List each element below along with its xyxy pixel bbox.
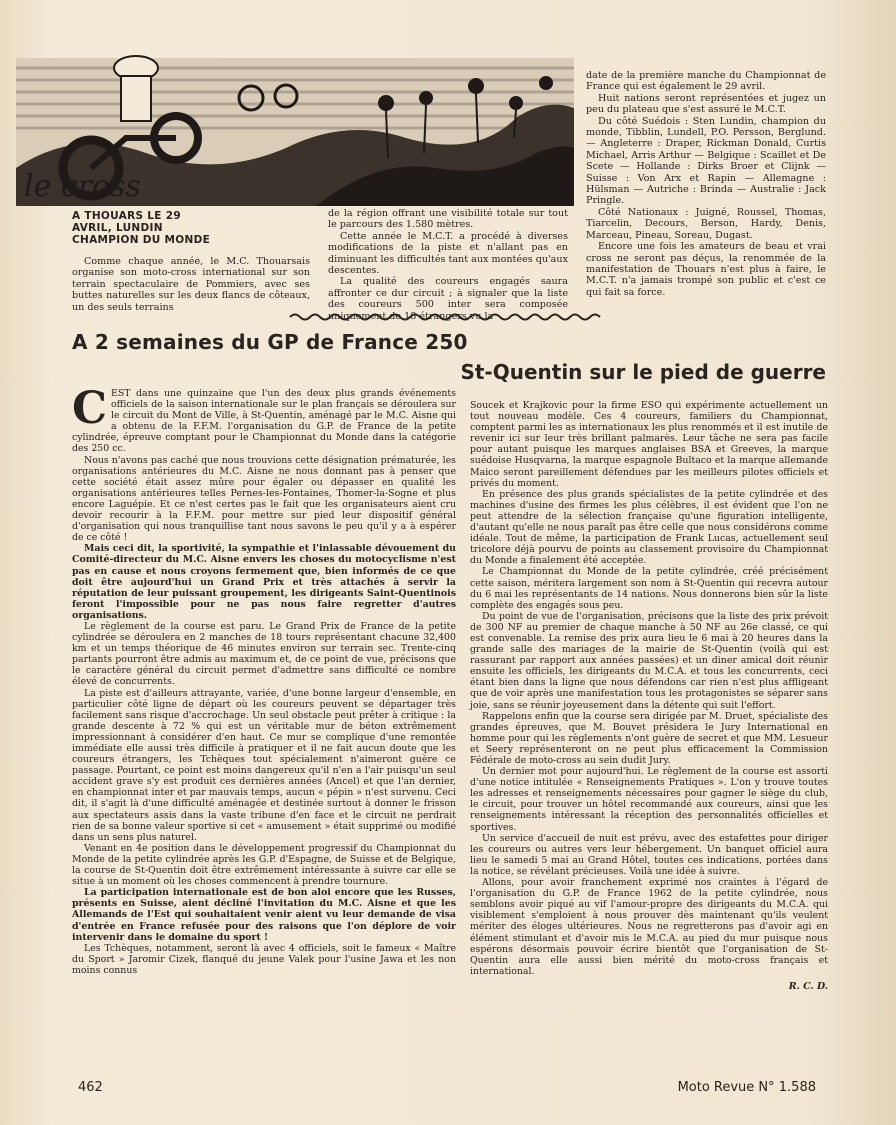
paragraph: Du point de vue de l'organisation, précisons que la liste des prix prévoit de 300 NF au premier de chaque manche à 50 NF au 26e classé, ce qui est convenable. La remise des prix aura lieu le 6 mai à 20 heures dans la grande salle des mariages de la mairie de St-Quentin (voilà qui est rassurant par rapport aux années passées) et un diner amical doit réunir ensuite les officiels, les dirigeants du M.C.A. et tous les concurrents, ceci étant bien dans la ligne que nous défendons car rien n'est plus affligeant que de voir après une manifestation tous les protagonistes se séparer sans joie, sans se réunir joyeusement dans la détente qui suit l'effort. [470, 610, 828, 711]
paragraph: Cette année le M.C.T. a procédé à diverses modifications de la piste et n'allant pas en diminuant les difficultés tant aux montées qu'aux descentes. [328, 230, 568, 277]
paragraph: Du côté Suédois : Sten Lundin, champion du monde, Tibblin, Lundell, P.O. Persson, Berglund. — Angleterre : Draper, Rickman Donald, Curtis Michael, Arris Arthur — Belgique : Scaillet et De Scete — Hollande : Dirks Broer et Clijnk — Suisse : Von Arx et Rapin — Allemagne : Hülsman — Autriche : Brinda — Australie : Jack Pringle. [586, 115, 826, 207]
illustration-lettering: le cross [24, 169, 141, 204]
paragraph: Rappelons enfin que la course sera dirigée par M. Druet, spécialiste des grandes épreuves, que M. Bouvet présidera le Jury International en homme pour qui les règlements n'ont guère de secret et que MM. Lesueur et Seery représenteront on ne peut plus efficacement la Commission Fédérale de moto-cross au sein dudit Jury. [470, 710, 828, 766]
paragraph: Huit nations seront représentées et jugez un peu du plateau que s'est assuré le M.C.T. [586, 92, 826, 116]
top-col-3 [586, 70, 826, 310]
page-number: 462 [78, 1080, 103, 1095]
main-col-right [470, 400, 828, 1068]
paragraph: Venant en 4e position dans le développement progressif du Championnat du Monde de la petite cylindrée après les G.P. d'Espagne, de Suisse et de Belgique, la course de St-Quentin doit être extrêmement intéressante à suivre car elle se situe à un moment où les choses commencent à prendre tournure. [72, 842, 456, 888]
paragraph: Soucek et Krajkovic pour la firme ESO qui expérimente actuellement un tout nouveau modèle. Ces 4 coureurs, familiers du Championnat, comptent parmi les as internationaux les plus renommés et il est inutile de revenir ici sur leur très brillant palmarès. Leur tâche ne sera pas facile pour autant puisque les marques anglaises BSA et Greeves, la marque suédoise Husqvarna, la marque espagnole Bultaco et la marque allemande Maico seront pareillement défendues par les meilleurs pilotes officiels et privés du moment. [470, 400, 828, 489]
paragraph: Le règlement de la course est paru. Le Grand Prix de France de la petite cylindrée se déroulera en 2 manches de 18 tours représentant chacune 32,400 km et un temps théorique de 46 minutes environ sur terrain sec. Trente-cinq partants pourront être admis au maximum et, de ce point de vue, précisons que le caractère général du circuit permet d'admettre sans difficulté ce nombre élevé de concurrents. [72, 620, 456, 688]
top-article-kicker: A THOUARS LE 29 AVRIL, LUNDIN CHAMPION DU MONDE [72, 210, 211, 246]
lead-paragraph: CEST dans une quinzaine que l'un des deux plus grands événements officiels de la saison internationale sur le plan français se déroulera sur le circuit du Mont de Ville, à St-Quentin, aménagé par le M.C. Aisne qui a obtenu de la F.F.M. l'organisation du G.P. de France de la petite cylindrée, épreuve comptant pour le Championnat du Monde dans la catégorie des 250 cc. [72, 383, 456, 455]
paragraph: La piste est d'ailleurs attrayante, variée, d'une bonne largeur d'ensemble, en particulier côté ligne de départ où les coureurs peuvent se départager très facilement sans risque d'accrochage. Un seul obstacle peut prêter à critique : la grande descente à 72 % qui est un véritable mur de béton extrêmement impressionnant à considérer d'en haut. Ce mur se complique d'une remontée immédiate elle aussi très difficile à pratiquer et il ne fait aucun doute que les coureurs étrangers, les Tchèques tout spécialement n'aimeront guère ce passage. Pourtant, ce point est moins dangereux qu'il n'en a l'air puisqu'un seul accident grave s'y est produit ces dernières années (Ancel) et que l'an dernier, en championnat inter et par mauvais temps, aucun « pépin » n'est survenu. Ceci dit, il s'agit là d'une difficulté aménagée et destinée surtout à donner le frisson aux spectateurs assis dans la vaste tribune d'en face et le circuit ne perdrait rien de sa bonne valeur sportive si cet « amusement » était supprimé ou modifié dans un sens plus naturel. [72, 687, 456, 843]
drop-cap: C [72, 383, 108, 434]
paragraph: Un dernier mot pour aujourd'hui. Le règlement de la course est assorti d'une notice intitulée « Renseignements Pratiques ». L'on y trouve toutes les adresses et renseignements nécessaires pour gagner le siège du club, le circuit, pour trouver un hôtel recommandé aux coureurs, ainsi que les renseignements intéressant la réception des personnalités officielles et sportives. [470, 766, 828, 833]
author-signature: R. C. D. [788, 980, 828, 992]
paragraph: Un service d'accueil de nuit est prévu, avec des estafettes pour diriger les coureurs ou autres vers leur hébergement. Un banquet officiel aura lieu le samedi 5 mai au Grand Hôtel, toutes ces indications, portées dans la notice, se révélant précieuses. Voilà une idée à suivre. [470, 832, 828, 877]
paragraph: Le Championnat du Monde de la petite cylindrée, créé précisément cette saison, méritera largement son nom à St-Quentin qui recevra autour du 6 mai les représentants de 14 nations. Nous donnerons bien sûr la liste complète des engagés sous peu. [470, 566, 828, 611]
main-col-left [72, 383, 456, 1068]
magazine-issue: Moto Revue N° 1.588 [677, 1080, 816, 1095]
paragraph: En présence des plus grands spécialistes de la petite cylindrée et des machines d'usine des firmes les plus célèbres, il est évident que l'on ne peut attendre de la sélection française qu'une figuration intelligente, d'autant qu'elle ne nous paraît pas être celle que nous considérons comme idéale. Tout de même, la participation de Frank Lucas, actuellement seul tricolore déjà pourvu de points au classement provisoire du Championnat du Monde a finalement été acceptée. [470, 488, 828, 567]
paragraph: Les Tchèques, notamment, seront là avec 4 officiels, soit le fameux « Maître du Sport » Jaromir Cizek, flanqué du jeune Valek pour l'usine Jawa et les non moins connus [72, 942, 456, 976]
top-col-1 [72, 256, 310, 312]
paragraph: Mais ceci dit, la sportivité, la sympathie et l'inlassable dévouement du Comité-directeur du M.C. Aisne envers les choses du motocyclisme n'est pas en cause et nous croyons fermement que, bien informés de ce que doit être aujourd'hui un Grand Prix et très attachés à servir la réputation de leur puissant groupement, les dirigeants Saint-Quentinois feront l'impossible pour ne pas nous faire regretter d'autres organisations. [72, 543, 456, 621]
paragraph: Comme chaque année, le M.C. Thouarsais organise son moto-cross international sur son terrain spectaculaire de Pommiers, avec ses buttes naturelles sur les deux flancs de côteaux, un des seuls terrains [72, 256, 310, 313]
paragraph: Nous n'avons pas caché que nous trouvions cette désignation prématurée, les organisations antérieures du M.C. Aisne ne nous donnant pas à penser que cette société était assez mûre pour égaler ou dépasser en qualité les organisations antérieures telles Pernes-les-Fontaines, Thomer-la-Sogne et plus encore Laguépie. Et ce n'est certes pas le fait que les organisateurs aient cru devoir recourir à la F.F.M. pour mettre sur pied leur dispositif général d'organisation qui nous tranquillise tant nous savons le peu qu'il y a à espérer de ce côté ! [72, 454, 456, 544]
paragraph: La participation internationale est de bon aloi encore que les Russes, présents en Suisse, aient décliné l'invitation du M.C. Aisne et que les Allemands de l'Est qui souhaitaient venir aient vu leur demande de visa d'entrée en France refusée pour des raisons que l'on déplore de voir intervenir dans le domaine du sport ! [72, 887, 456, 943]
paragraph: Côté Nationaux : Juigné, Roussel, Thomas, Tiarcelin, Decours, Berson, Hardy, Denis, Marceau, Pineau, Soreau, Dugast. [586, 206, 826, 241]
paragraph: La qualité des coureurs engagés saura affronter ce dur circuit ; à signaler que la liste des coureurs 500 inter sera composée uniquement de 18 étrangers vu la [328, 276, 568, 322]
paragraph: de la région offrant une visibilité totale sur tout le parcours des 1.580 mètres. [328, 208, 568, 231]
wavy-divider [290, 312, 600, 322]
main-subhead: St-Quentin sur le pied de guerre [460, 360, 826, 384]
paragraph: date de la première manche du Championnat de France qui est également le 29 avril. [586, 70, 826, 93]
paragraph: Allons, pour avoir franchement exprimé nos craintes à l'égard de l'organisation du G.P. de France 1962 de la petite cylindrée, nous semblons avoir piqué au vif l'amour-propre des dirigeants du M.C.A. qui visiblement s'emploient à nous prouver dès maintenant qu'ils veulent mériter des éloges ultérieures. Nous ne regretterons pas d'avoir agi en élément stimulant et d'avoir mis le M.C.A. au pied du mur puisque nous espérons désormais pouvoir écrire bientôt que l'organisation de St-Quentin aura elle aussi bien mérité du moto-cross français et international. [470, 877, 828, 977]
main-headline: A 2 semaines du GP de France 250 [72, 330, 468, 354]
paragraph: Encore une fois les amateurs de beau et vrai cross ne seront pas déçus, la renommée de la manifestation de Thouars n'est plus à faire, le M.C.T. n'a jamais trompé son public et c'est ce qui fait sa force. [586, 241, 826, 298]
top-col-2 [328, 208, 568, 322]
cross-illustration [16, 58, 574, 206]
